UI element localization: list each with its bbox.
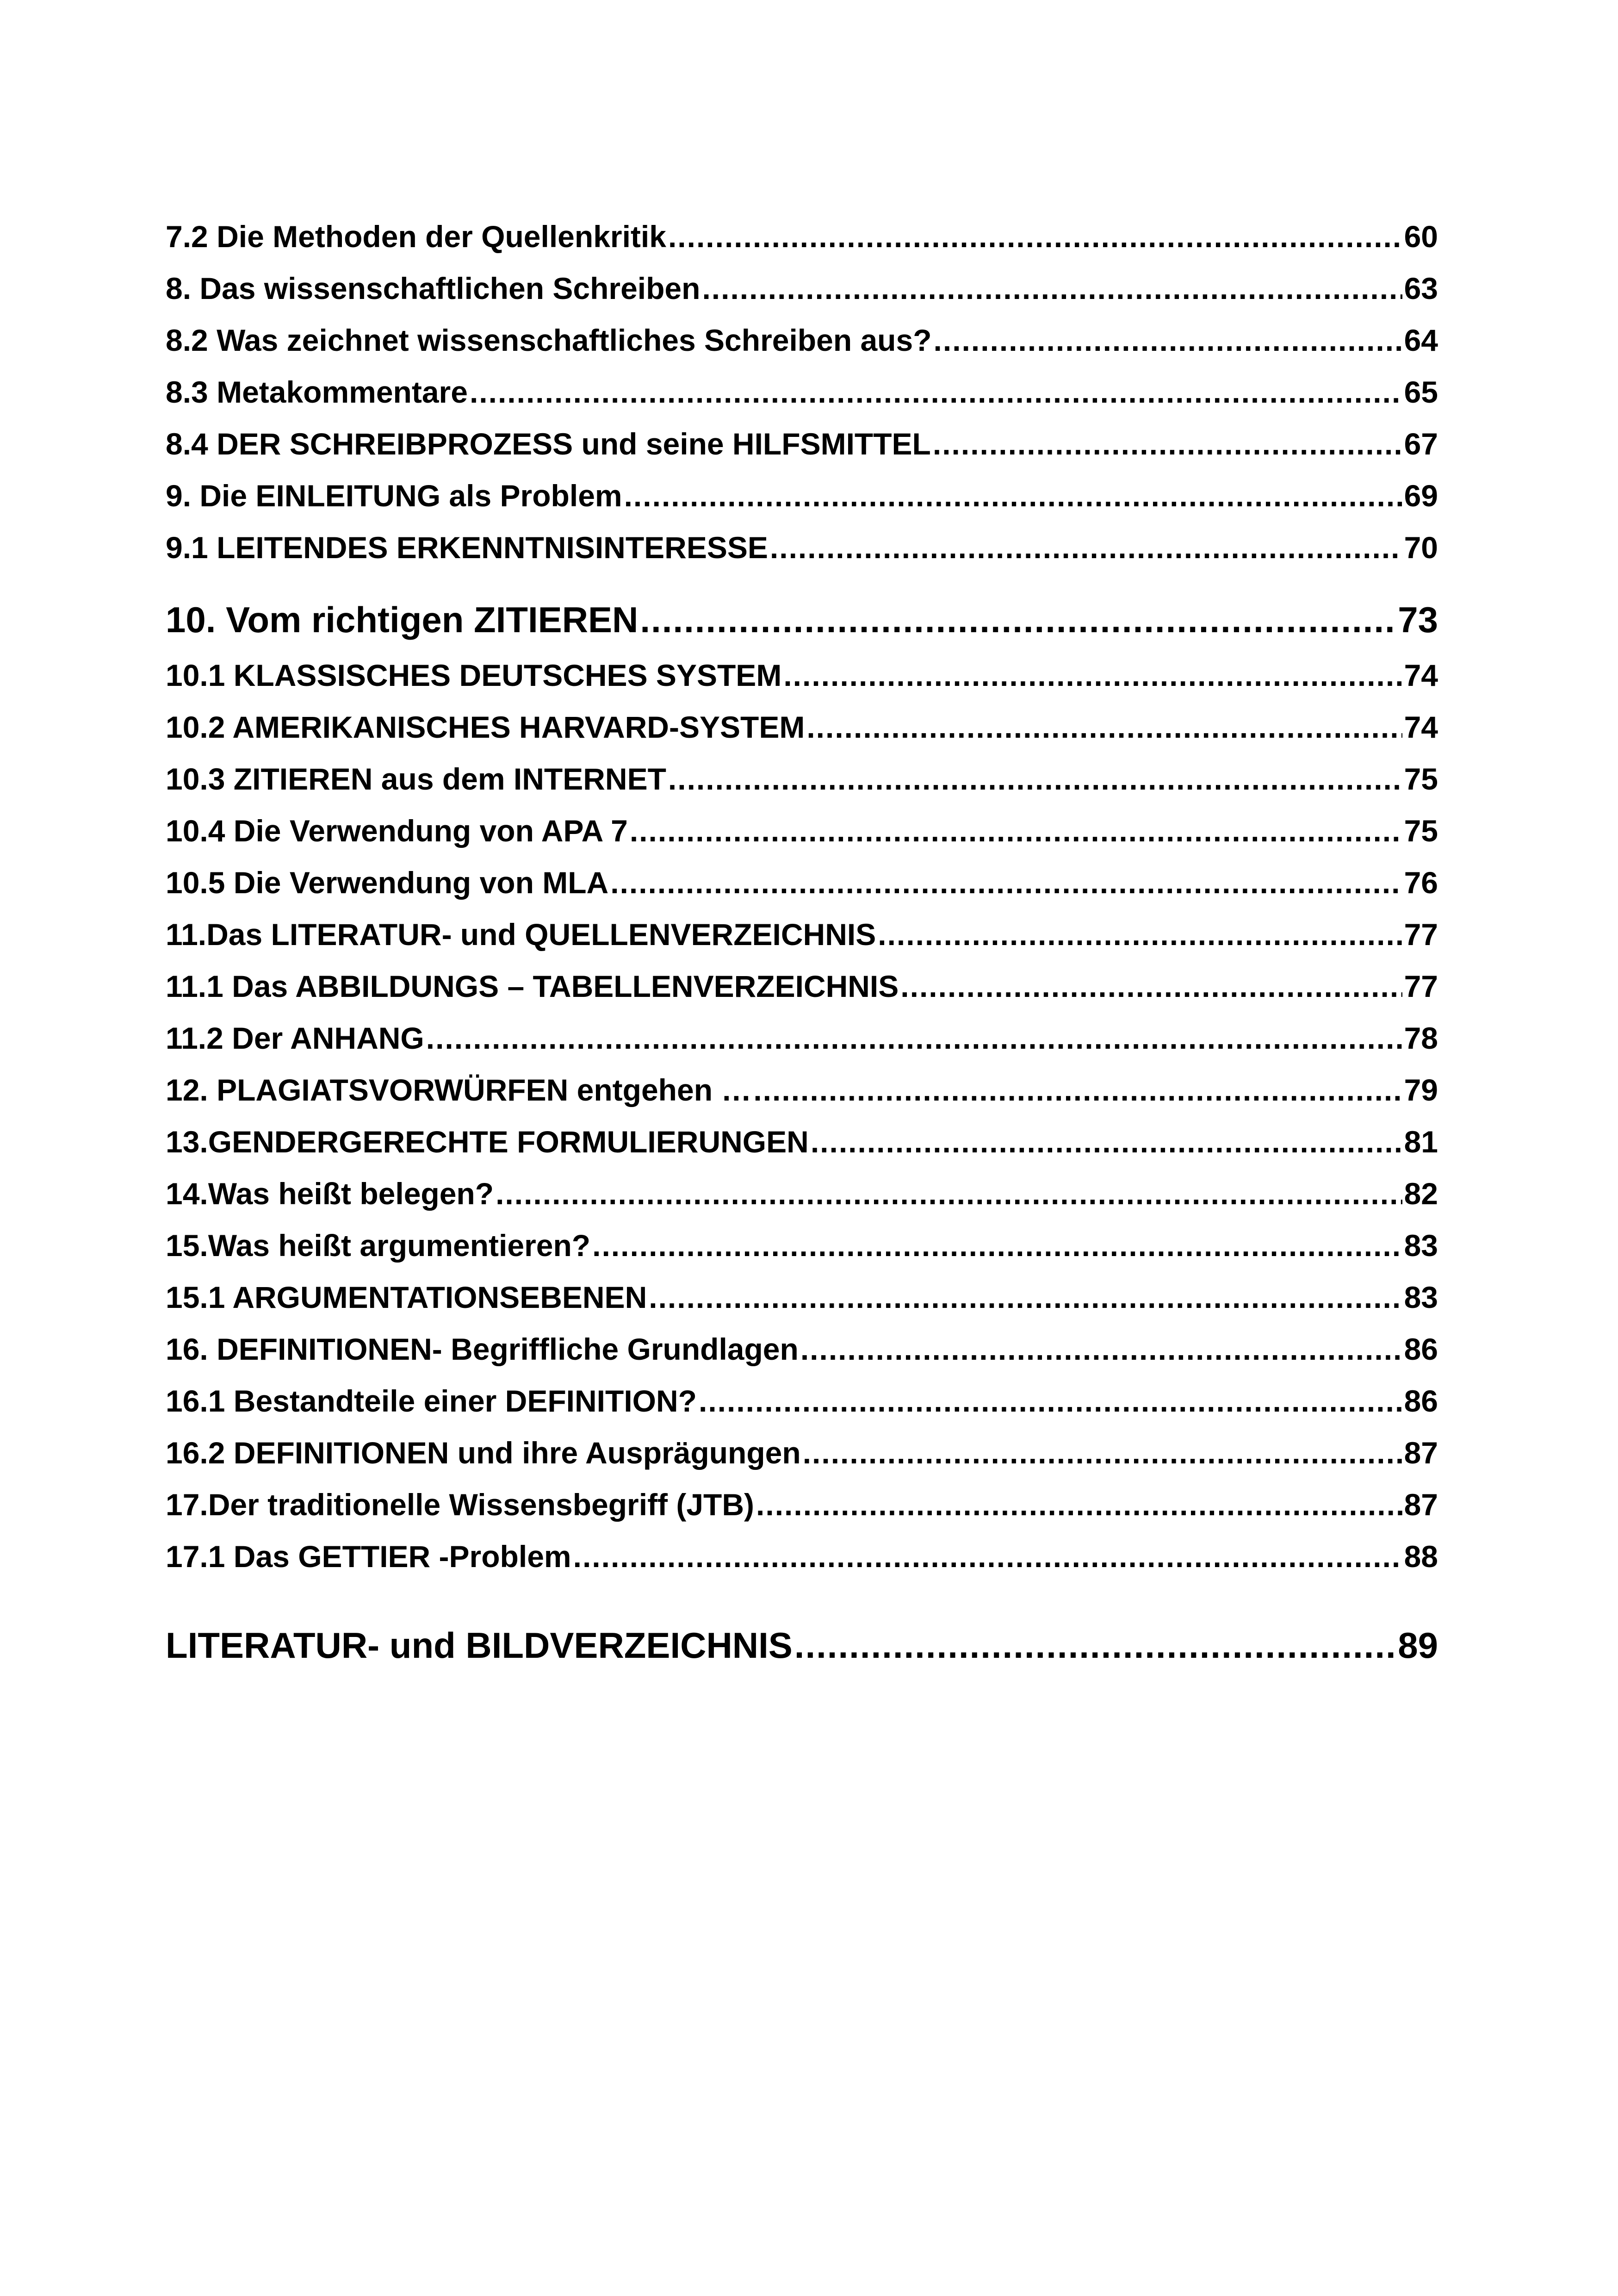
toc-entry-12[interactable] xyxy=(166,1064,1438,1116)
toc-entry-7-2[interactable] xyxy=(166,211,1438,262)
toc-entry-page: 63 xyxy=(1404,271,1438,305)
dot-leader xyxy=(878,908,1402,960)
dot-leader xyxy=(794,1616,1396,1675)
dot-leader xyxy=(900,960,1402,1012)
toc-entry-10-4[interactable] xyxy=(166,805,1438,857)
toc-entry-16-1[interactable] xyxy=(166,1375,1438,1427)
toc-entry-title: 9.1 LEITENDES ERKENNTNISINTERESSE xyxy=(166,530,768,565)
dot-leader xyxy=(649,1271,1402,1323)
toc-entry-page: 74 xyxy=(1404,658,1438,692)
dot-leader xyxy=(753,1064,1402,1116)
dot-leader xyxy=(699,1375,1402,1427)
toc-entry-title: 8.2 Was zeichnet wissenschaftliches Schreiben aus? xyxy=(166,323,932,357)
toc-entry-9[interactable] xyxy=(166,470,1438,522)
toc-entry-page: 67 xyxy=(1404,427,1438,461)
toc-entry-10-1[interactable] xyxy=(166,649,1438,701)
dot-leader xyxy=(806,701,1402,753)
toc-entry-page: 78 xyxy=(1404,1021,1438,1055)
dot-leader xyxy=(426,1012,1402,1064)
toc-entry-title: 14.Was heißt belegen? xyxy=(166,1176,494,1211)
toc-entry-9-1[interactable] xyxy=(166,522,1438,573)
toc-entry-page: 83 xyxy=(1404,1228,1438,1263)
toc-entry-page: 87 xyxy=(1404,1436,1438,1470)
toc-entry-title: 15.1 ARGUMENTATIONSEBENEN xyxy=(166,1280,647,1314)
toc-entry-title: 7.2 Die Methoden der Quellenkritik xyxy=(166,219,666,254)
dot-leader xyxy=(803,1427,1402,1479)
toc-entry-title: 10.4 Die Verwendung von APA 7 xyxy=(166,814,628,848)
toc-entry-title: 15.Was heißt argumentieren? xyxy=(166,1228,591,1263)
toc-entry-16-2[interactable] xyxy=(166,1427,1438,1479)
toc-entry-page: 75 xyxy=(1404,814,1438,848)
toc-entry-11-2[interactable] xyxy=(166,1012,1438,1064)
table-of-contents xyxy=(166,211,1438,1675)
toc-entry-title: 8. Das wissenschaftlichen Schreiben xyxy=(166,271,701,305)
dot-leader xyxy=(610,857,1402,908)
toc-entry-page: 77 xyxy=(1404,917,1438,952)
toc-entry-page: 73 xyxy=(1398,599,1438,640)
toc-entry-page: 76 xyxy=(1404,865,1438,900)
dot-leader xyxy=(783,649,1402,701)
toc-entry-title: 12. PLAGIATSVORWÜRFEN entgehen … xyxy=(166,1073,752,1107)
toc-entry-title: 8.3 Metakommentare xyxy=(166,375,468,409)
dot-leader xyxy=(630,805,1402,857)
dot-leader xyxy=(811,1116,1402,1168)
dot-leader xyxy=(496,1168,1402,1220)
dot-leader xyxy=(756,1479,1402,1531)
toc-entry-page: 86 xyxy=(1404,1384,1438,1418)
toc-entry-literaturverzeichnis[interactable] xyxy=(166,1616,1438,1675)
toc-entry-page: 79 xyxy=(1404,1073,1438,1107)
toc-entry-16[interactable] xyxy=(166,1323,1438,1375)
toc-entry-title: 10.1 KLASSISCHES DEUTSCHES SYSTEM xyxy=(166,658,782,692)
dot-leader xyxy=(640,590,1396,649)
dot-leader xyxy=(933,418,1402,470)
toc-entry-10-5[interactable] xyxy=(166,857,1438,908)
toc-entry-title: 10. Vom richtigen ZITIEREN xyxy=(166,599,639,640)
toc-entry-11[interactable] xyxy=(166,908,1438,960)
toc-entry-title: 16. DEFINITIONEN- Begriffliche Grundlagen xyxy=(166,1332,799,1366)
toc-entry-page: 70 xyxy=(1404,530,1438,565)
toc-entry-page: 77 xyxy=(1404,969,1438,1003)
toc-entry-page: 88 xyxy=(1404,1539,1438,1574)
toc-entry-8-2[interactable] xyxy=(166,314,1438,366)
toc-entry-title: 10.5 Die Verwendung von MLA xyxy=(166,865,609,900)
toc-entry-title: 17.Der traditionelle Wissensbegriff (JTB) xyxy=(166,1487,755,1522)
toc-entry-page: 74 xyxy=(1404,710,1438,744)
toc-entry-14[interactable] xyxy=(166,1168,1438,1220)
toc-entry-page: 87 xyxy=(1404,1487,1438,1522)
toc-entry-page: 81 xyxy=(1404,1125,1438,1159)
toc-entry-page: 75 xyxy=(1404,762,1438,796)
toc-entry-page: 86 xyxy=(1404,1332,1438,1366)
dot-leader xyxy=(592,1220,1402,1271)
dot-leader xyxy=(668,211,1402,262)
toc-entry-title: 16.2 DEFINITIONEN und ihre Ausprägungen xyxy=(166,1436,801,1470)
toc-entry-page: 82 xyxy=(1404,1176,1438,1211)
dot-leader xyxy=(470,366,1402,418)
toc-entry-15-1[interactable] xyxy=(166,1271,1438,1323)
toc-entry-title: 11.2 Der ANHANG xyxy=(166,1021,424,1055)
toc-entry-17[interactable] xyxy=(166,1479,1438,1531)
toc-entry-10[interactable] xyxy=(166,590,1438,649)
toc-entry-title: 16.1 Bestandteile einer DEFINITION? xyxy=(166,1384,697,1418)
toc-entry-title: 10.2 AMERIKANISCHES HARVARD-SYSTEM xyxy=(166,710,805,744)
toc-entry-title: 9. Die EINLEITUNG als Problem xyxy=(166,479,622,513)
dot-leader xyxy=(702,262,1402,314)
toc-entry-title: 13.GENDERGERECHTE FORMULIERUNGEN xyxy=(166,1125,809,1159)
dot-leader xyxy=(668,753,1402,805)
toc-entry-page: 65 xyxy=(1404,375,1438,409)
dot-leader xyxy=(800,1323,1402,1375)
toc-entry-8[interactable] xyxy=(166,262,1438,314)
toc-entry-10-2[interactable] xyxy=(166,701,1438,753)
toc-entry-page: 83 xyxy=(1404,1280,1438,1314)
toc-entry-10-3[interactable] xyxy=(166,753,1438,805)
dot-leader xyxy=(573,1531,1402,1582)
toc-entry-title: LITERATUR- und BILDVERZEICHNIS xyxy=(166,1625,793,1666)
toc-entry-15[interactable] xyxy=(166,1220,1438,1271)
dot-leader xyxy=(624,470,1402,522)
toc-entry-17-1[interactable] xyxy=(166,1531,1438,1582)
dot-leader xyxy=(934,314,1402,366)
toc-entry-8-3[interactable] xyxy=(166,366,1438,418)
toc-entry-title: 8.4 DER SCHREIBPROZESS und seine HILFSMITTEL xyxy=(166,427,931,461)
toc-entry-title: 11.Das LITERATUR- und QUELLENVERZEICHNIS xyxy=(166,917,876,952)
toc-entry-page: 89 xyxy=(1398,1625,1438,1666)
toc-entry-13[interactable] xyxy=(166,1116,1438,1168)
toc-entry-page: 64 xyxy=(1404,323,1438,357)
toc-entry-11-1[interactable] xyxy=(166,960,1438,1012)
toc-entry-page: 60 xyxy=(1404,219,1438,254)
toc-entry-title: 17.1 Das GETTIER -Problem xyxy=(166,1539,571,1574)
toc-entry-title: 10.3 ZITIEREN aus dem INTERNET xyxy=(166,762,666,796)
toc-entry-title: 11.1 Das ABBILDUNGS – TABELLENVERZEICHNIS xyxy=(166,969,899,1003)
toc-entry-page: 69 xyxy=(1404,479,1438,513)
toc-entry-8-4[interactable] xyxy=(166,418,1438,470)
dot-leader xyxy=(770,522,1402,573)
